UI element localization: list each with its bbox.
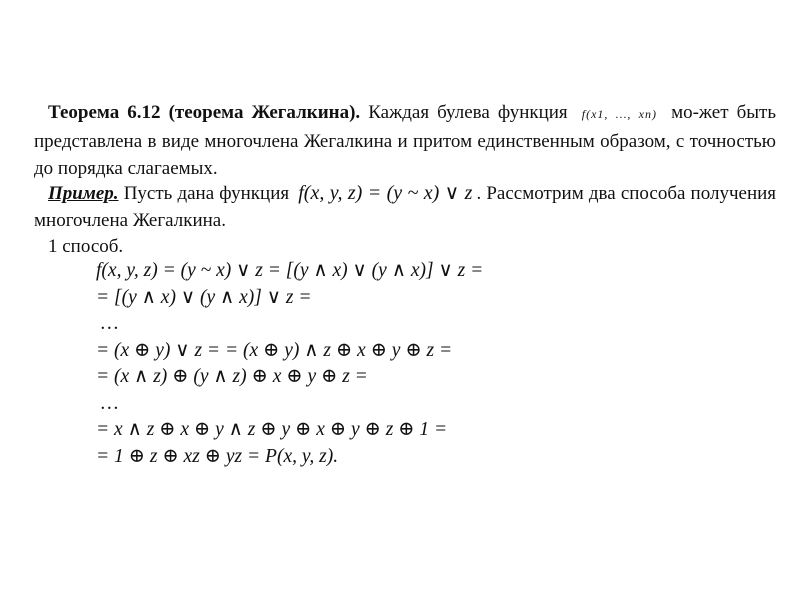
derivation-line: = 1 ⊕ z ⊕ xz ⊕ yz = P(x, y, z). <box>96 445 339 467</box>
derivation-lines <box>96 258 483 470</box>
theorem-text-before: Каждая булева функция <box>368 102 568 123</box>
theorem-text-after: мо-жет быть представлена в виде многочлена Жегалкина и притом единственным образом, с точностью до порядка слагаемых. <box>34 102 777 179</box>
derivation-ellipsis: … <box>101 313 119 334</box>
method-label: 1 способ. <box>48 236 124 257</box>
derivation-ellipsis: … <box>101 392 119 414</box>
example-paragraph <box>34 180 776 234</box>
example-text-after: . Рассмотрим два способа получения многочлена Жегалкина. <box>34 183 777 231</box>
example-formula: f(x, y, z) = (y ~ x) ∨ z <box>298 182 473 204</box>
theorem-formula: f(x1, …, xn) <box>581 107 658 121</box>
derivation-line: = [(y ∧ x) ∨ (y ∧ x)] ∨ z = <box>96 286 312 308</box>
derivation-line: = x ∧ z ⊕ x ⊕ y ∧ z ⊕ y ⊕ x ⊕ y ⊕ z ⊕ 1 = <box>96 419 448 440</box>
example-text-before: Пусть дана функция <box>123 183 290 204</box>
derivation-line: f(x, y, z) = (y ~ x) ∨ z = [(y ∧ x) ∨ (y ∧ x)] ∨ z = <box>96 260 484 281</box>
theorem-heading: Теорема 6.12 (теорема Жегалкина). <box>48 102 361 123</box>
theorem-paragraph <box>34 99 776 182</box>
derivation-line: = (x ∧ z) ⊕ (y ∧ z) ⊕ x ⊕ y ⊕ z = <box>96 366 368 387</box>
derivation-line: = (x ⊕ y) ∨ z = = (x ⊕ y) ∧ z ⊕ x ⊕ y ⊕ z = <box>96 339 453 361</box>
example-label: Пример. <box>48 183 119 204</box>
